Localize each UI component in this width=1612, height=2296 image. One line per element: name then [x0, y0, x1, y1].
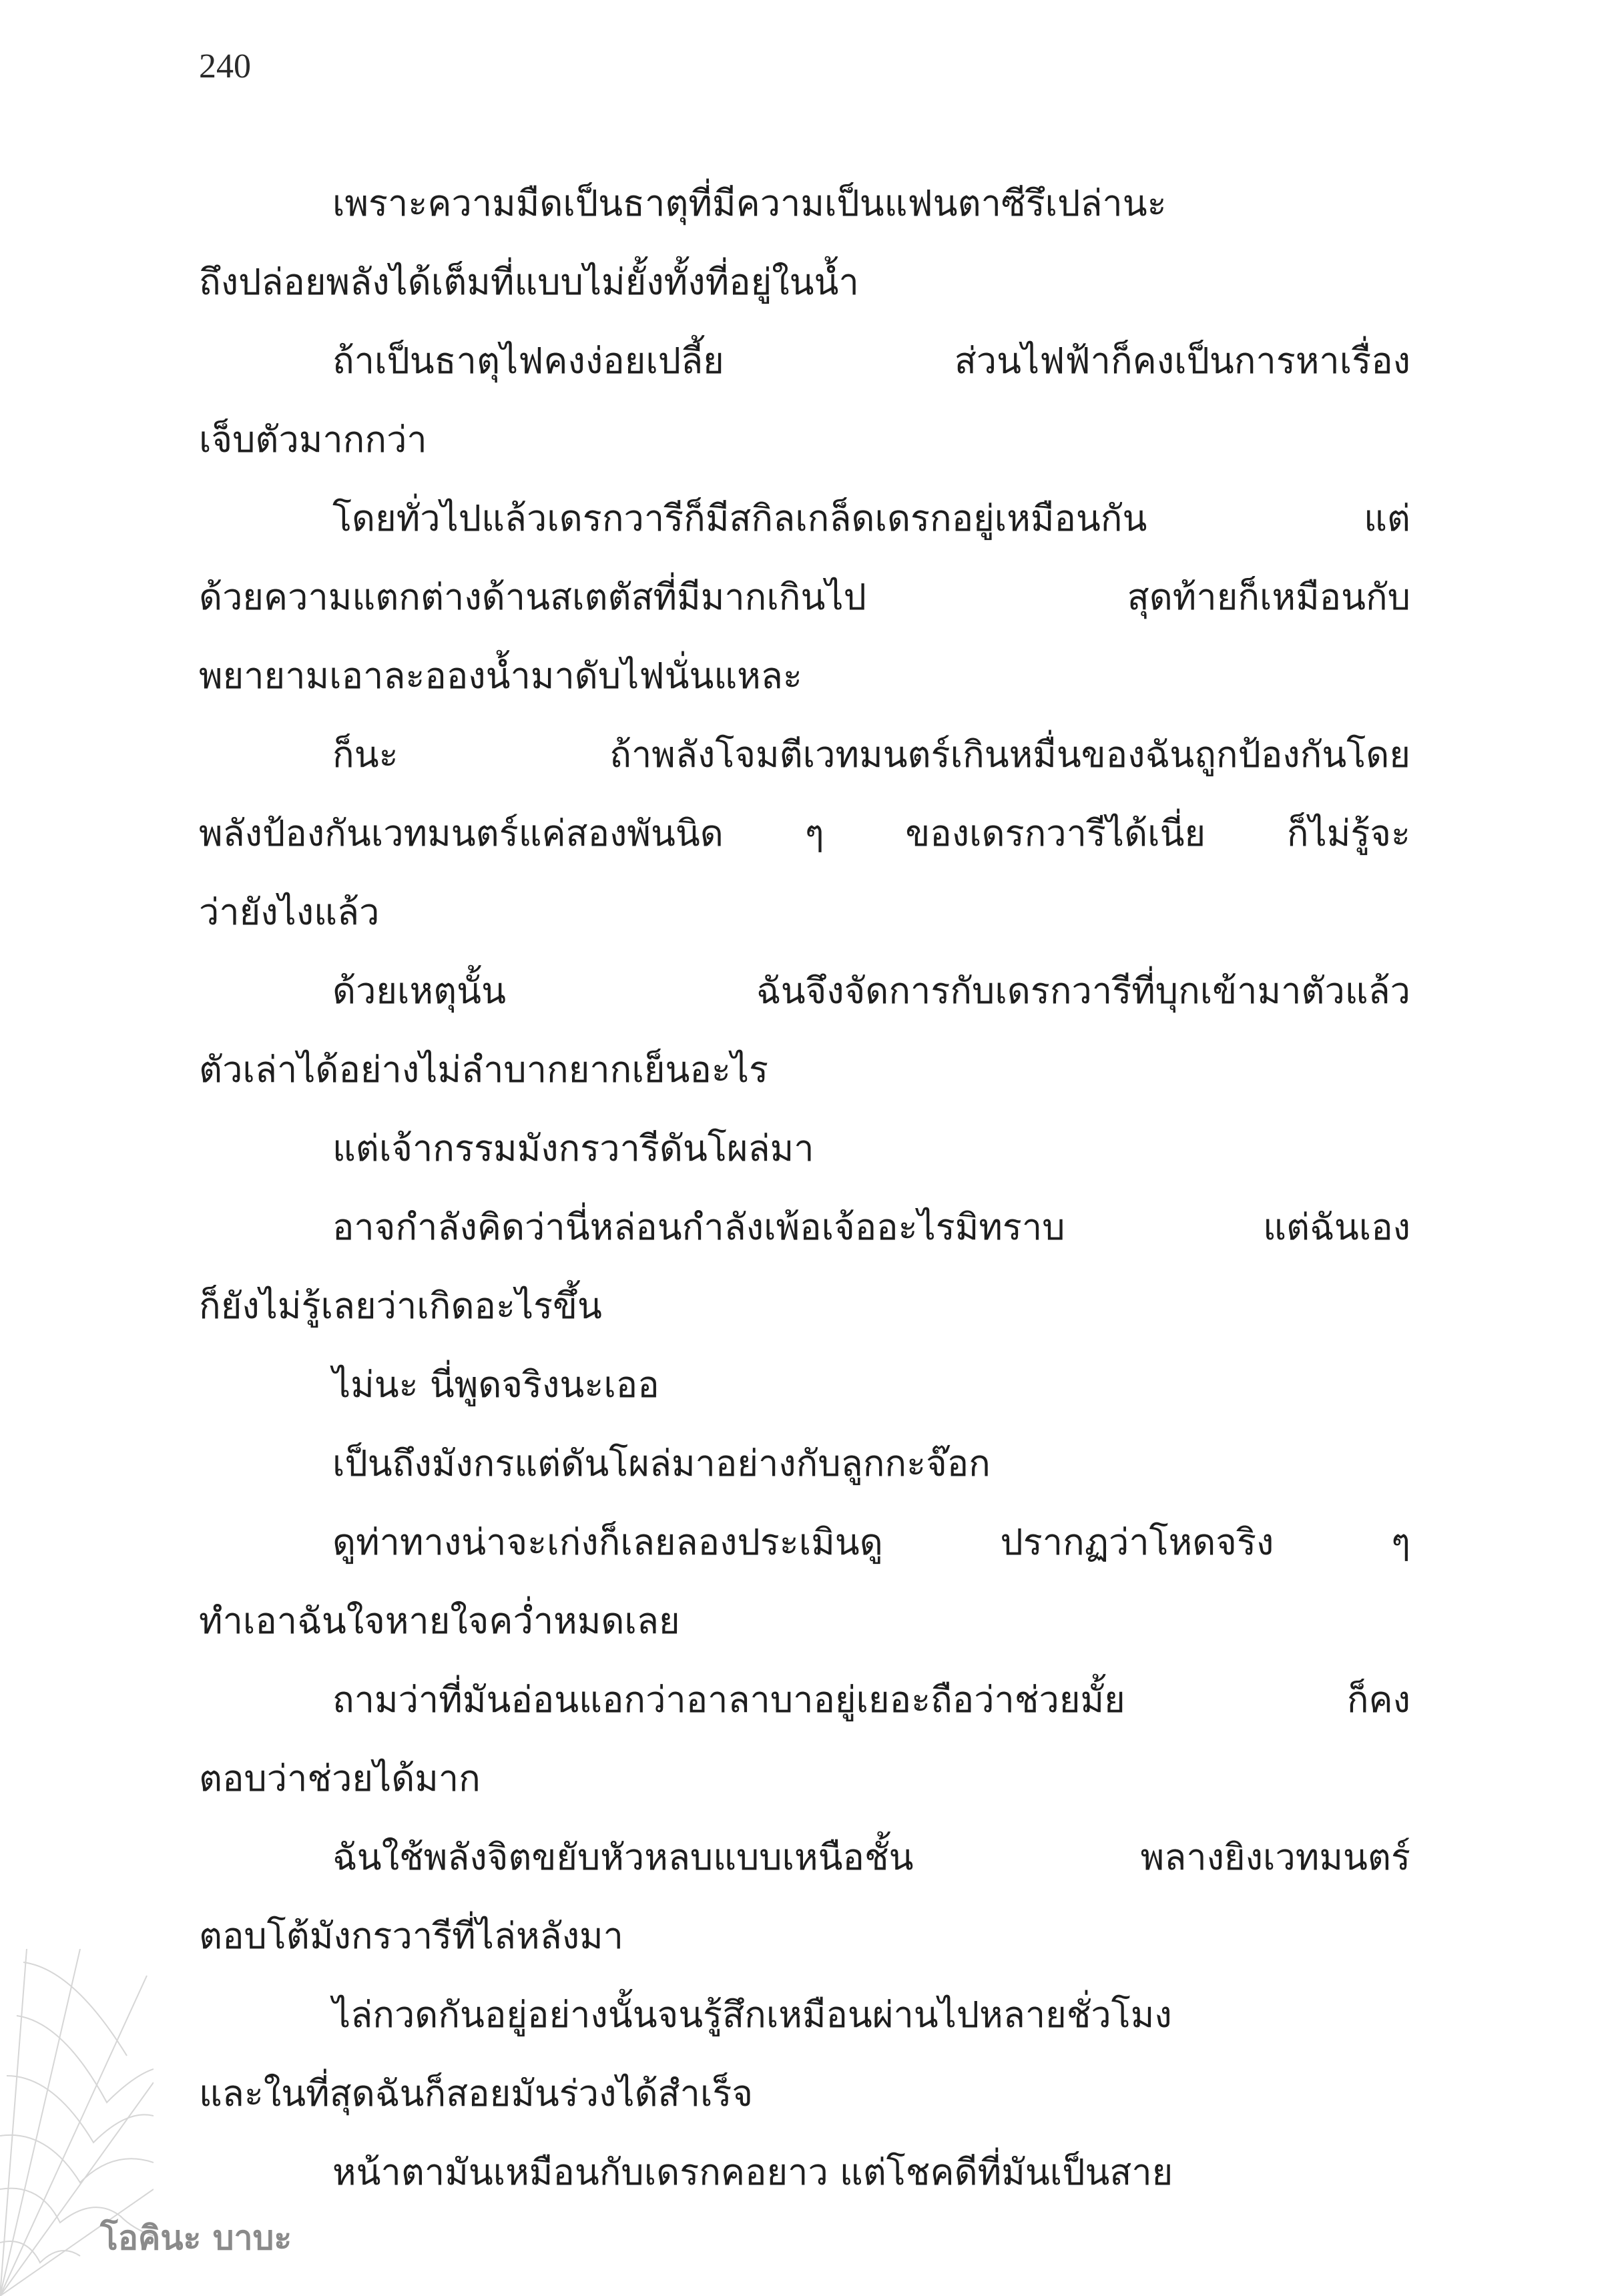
paragraph-line: หน้าตามันเหมือนกับเดรกคอยาว แต่โชคดีที่มันเป็นสาย	[332, 2151, 1173, 2193]
page-number: 240	[199, 47, 251, 85]
paragraph-line: ว่ายังไงแล้ว	[199, 891, 380, 933]
paragraph-line: ดูท่าทางน่าจะเก่งก็เลยลองประเมินดู ปรากฏว่าโหดจริง ๆ	[332, 1521, 1410, 1563]
paragraph-line: พลังป้องกันเวทมนตร์แค่สองพันนิด ๆ ของเดรกวารีได้เนี่ย ก็ไม่รู้จะ	[199, 812, 1410, 854]
paragraph-line: ตอบโต้มังกรวารีที่ไล่หลังมา	[199, 1915, 623, 1957]
paragraph-line: ไม่นะ นี่พูดจริงนะเออ	[332, 1364, 659, 1406]
paragraph-line: ตัวเล่าได้อย่างไม่ลำบากยากเย็นอะไร	[199, 1049, 768, 1091]
paragraph-line: ด้วยความแตกต่างด้านสเตตัสที่มีมากเกินไป สุดท้ายก็เหมือนกับ	[199, 576, 1410, 618]
paragraph-line: เจ็บตัวมากกว่า	[199, 418, 427, 461]
footer-book-title: โอคินะ บาบะ	[100, 2219, 292, 2257]
paragraph-line: โดยทั่วไปแล้วเดรกวารีก็มีสกิลเกล็ดเดรกอยู่เหมือนกัน แต่	[332, 497, 1410, 539]
paragraph-line: เป็นถึงมังกรแต่ดันโผล่มาอย่างกับลูกกะจ๊อก	[332, 1442, 991, 1484]
paragraph-line: ตอบว่าช่วยได้มาก	[199, 1757, 481, 1799]
paragraph-line: เพราะความมืดเป็นธาตุที่มีความเป็นแฟนตาซีรึเปล่านะ	[332, 182, 1167, 224]
body-text	[199, 164, 1410, 2212]
paragraph-line: แต่เจ้ากรรมมังกรวารีดันโผล่มา	[332, 1127, 814, 1169]
paragraph-line: ก็นะ ถ้าพลังโจมตีเวทมนตร์เกินหมื่นของฉันถูกป้องกันโดย	[332, 734, 1410, 776]
paragraph-line: ไล่กวดกันอยู่อย่างนั้นจนรู้สึกเหมือนผ่านไปหลายชั่วโมง	[332, 1994, 1172, 2036]
paragraph-line: ถึงปล่อยพลังได้เต็มที่แบบไม่ยั้งทั้งที่อยู่ในน้ำ	[199, 261, 859, 303]
paragraph-line: อาจกำลังคิดว่านี่หล่อนกำลังเพ้อเจ้ออะไรมิทราบ แต่ฉันเอง	[332, 1206, 1410, 1248]
paragraph-line: พยายามเอาละอองน้ำมาดับไฟนั่นแหละ	[199, 655, 802, 697]
paragraph-line: และในที่สุดฉันก็สอยมันร่วงได้สำเร็จ	[199, 2072, 754, 2114]
paragraph-line: ถามว่าที่มันอ่อนแอกว่าอาลาบาอยู่เยอะถือว่าช่วยมั้ย ก็คง	[332, 1679, 1410, 1721]
paragraph-line: ถ้าเป็นธาตุไฟคงง่อยเปลี้ย ส่วนไฟฟ้าก็คงเป็นการหาเรื่อง	[332, 340, 1410, 382]
paragraph-line: ก็ยังไม่รู้เลยว่าเกิดอะไรขึ้น	[199, 1285, 602, 1327]
paragraph-line: ทำเอาฉันใจหายใจคว่ำหมดเลย	[199, 1600, 680, 1642]
paragraph-line: ฉันใช้พลังจิตขยับหัวหลบแบบเหนือชั้น พลางยิงเวทมนตร์	[332, 1836, 1410, 1878]
paragraph-line: ด้วยเหตุนั้น ฉันจึงจัดการกับเดรกวารีที่บุกเข้ามาตัวแล้ว	[332, 970, 1410, 1012]
